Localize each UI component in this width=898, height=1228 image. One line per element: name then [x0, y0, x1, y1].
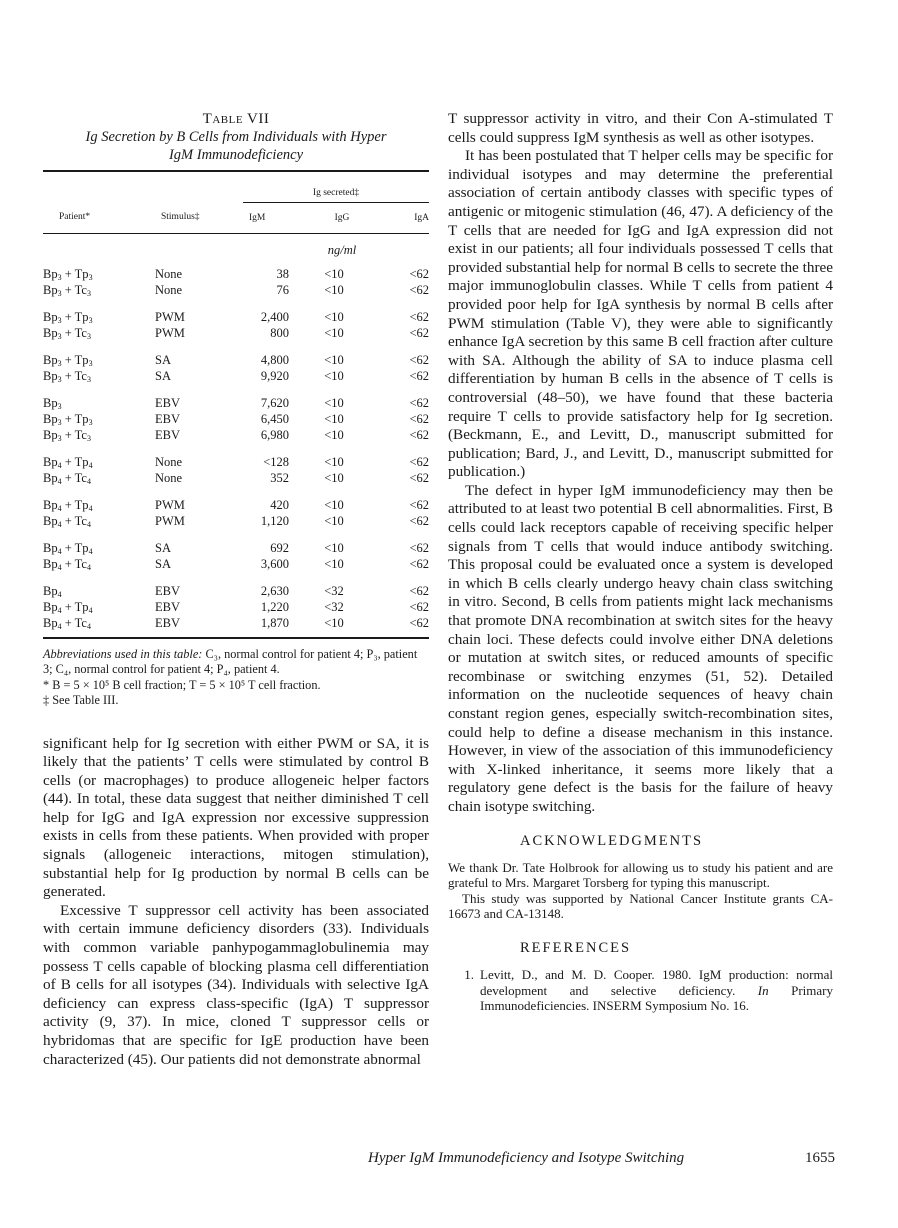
cell-igm: 800: [270, 325, 289, 340]
cell-igm: 1,120: [260, 513, 289, 528]
cell-patient: $Bp_4 + Tp_4$: [43, 454, 93, 470]
cell-igm: 38: [276, 266, 289, 281]
cell-igg: <10: [324, 540, 344, 555]
cell-iga: <62: [409, 368, 429, 383]
cell-stimulus: PWM: [155, 309, 185, 324]
dagger-note: ‡ See Table III.: [43, 693, 119, 707]
cell-stimulus: EBV: [155, 599, 180, 614]
cell-patient: $Bp_4 + Tp_4$: [43, 540, 93, 556]
cell-igg: <10: [324, 513, 344, 528]
cell-igg: <32: [324, 583, 344, 598]
cell-iga: <62: [409, 282, 429, 297]
table-bottom-rule: [43, 637, 429, 639]
left-column: [43, 110, 429, 1069]
cell-iga: <62: [409, 395, 429, 410]
cell-stimulus: SA: [155, 368, 171, 383]
table-row: [43, 583, 429, 599]
table-row: [43, 282, 429, 298]
reference-item: 1. Levitt, D., and M. D. Cooper. 1980. IgM production: normal development and selective deficiency. In Primary Immunodeficiencies. INSERM Symposium No. 16.: [464, 966, 833, 1014]
cell-patient: $Bp_3 + Tc_3$: [43, 427, 91, 443]
cell-igg: <10: [324, 368, 344, 383]
cell-igg: <10: [324, 266, 344, 281]
header-iga: IgA: [379, 202, 429, 233]
table-row: [43, 497, 429, 513]
cell-stimulus: PWM: [155, 325, 185, 340]
cell-igg: <10: [324, 454, 344, 469]
cell-igg: <10: [324, 470, 344, 485]
cell-patient: $Bp_3 + Tc_3$: [43, 368, 91, 384]
group-spacer: [43, 529, 429, 540]
cell-iga: <62: [409, 497, 429, 512]
body-paragraph: It has been postulated that T helper cells may be specific for individual isotypes and may determine the preferential association of certain antibody classes with specific types of antigenic or mitogenic stimulation (46, 47). A deficiency of the T cells that are needed for IgG and IgA expression did not exist in our patients; all four individuals possessed T cells that provided substantial help for normal B cells to secrete the three major immunoglobulin classes. While T cells from patient 4 provided poor help for IgA synthesis by normal B cells after PWM stimulation (Table V), they were able to significantly enhance IgA secretion by this same B cell fraction after culture with SA. Although the ability of SA to induce plasma cell differentiation by human B cells in the absence of T cells is controversial (48–50), we have found that these bacteria require T cells to provide satisfactory help for Ig secretion. (Beckmann, E., and Levitt, D., manuscript submitted for publication; Bard, J., and Levitt, D., manuscript submitted for publication.): [448, 147, 833, 481]
cell-stimulus: PWM: [155, 497, 185, 512]
acknowledgments-heading: ACKNOWLEDGMENTS: [520, 832, 704, 849]
cell-igm: 6,980: [260, 427, 289, 442]
funding-paragraph: This study was supported by National Cancer Institute grants CA-16673 and CA-13148.: [448, 890, 833, 922]
table-row: [43, 556, 429, 572]
table-body: [43, 233, 429, 631]
cell-igm: 2,630: [260, 583, 289, 598]
table-row: [43, 309, 429, 325]
header-igg: IgG: [289, 202, 379, 233]
cell-patient: $Bp_3 + Tp_3$: [43, 411, 93, 427]
group-spacer: [43, 298, 429, 309]
cell-stimulus: EBV: [155, 395, 180, 410]
cell-iga: <62: [409, 513, 429, 528]
cell-patient: $Bp_4 + Tp_4$: [43, 497, 93, 513]
table-row: [43, 266, 429, 282]
cell-patient: $Bp_4 + Tc_4$: [43, 556, 91, 572]
cell-stimulus: None: [155, 454, 183, 469]
cell-patient: $Bp_3 + Tp_3$: [43, 309, 93, 325]
table-row: [43, 513, 429, 529]
right-column: [448, 110, 833, 1014]
cell-igg: <10: [324, 427, 344, 442]
cell-stimulus: EBV: [155, 411, 180, 426]
cell-iga: <62: [409, 454, 429, 469]
group-spacer: [43, 486, 429, 497]
table-row: [43, 395, 429, 411]
cell-igm: 692: [270, 540, 289, 555]
cell-igm: 6,450: [260, 411, 289, 426]
table-row: [43, 352, 429, 368]
cell-stimulus: None: [155, 282, 183, 297]
cell-stimulus: SA: [155, 556, 171, 571]
cell-patient: $Bp_4 + Tc_4$: [43, 615, 91, 631]
cell-iga: <62: [409, 540, 429, 555]
cell-stimulus: SA: [155, 352, 171, 367]
cell-stimulus: EBV: [155, 427, 180, 442]
cell-igg: <10: [324, 282, 344, 297]
cell-igg: <10: [324, 615, 344, 630]
table-row: [43, 427, 429, 443]
cell-iga: <62: [409, 583, 429, 598]
table-row: [43, 325, 429, 341]
cell-stimulus: EBV: [155, 583, 180, 598]
cell-igg: <10: [324, 411, 344, 426]
cell-stimulus: EBV: [155, 615, 180, 630]
table-row: [43, 540, 429, 556]
table-row: [43, 599, 429, 615]
table-row: [43, 470, 429, 486]
cell-iga: <62: [409, 411, 429, 426]
cell-iga: <62: [409, 309, 429, 324]
cell-igg: <32: [324, 599, 344, 614]
running-title: Hyper IgM Immunodeficiency and Isotype Switching: [368, 1150, 685, 1166]
cell-igm: 1,220: [260, 599, 289, 614]
cell-patient: $Bp_3 + Tp_3$: [43, 352, 93, 368]
cell-patient: $Bp_3 + Tc_3$: [43, 282, 91, 298]
cell-igm: <128: [263, 454, 289, 469]
cell-iga: <62: [409, 266, 429, 281]
cell-igg: <10: [324, 395, 344, 410]
cell-iga: <62: [409, 325, 429, 340]
group-spacer: [43, 443, 429, 454]
unit-label: ng/ml: [327, 242, 357, 257]
cell-iga: <62: [409, 615, 429, 630]
data-table: [43, 172, 429, 631]
cell-igm: 9,920: [260, 368, 289, 383]
cell-iga: <62: [409, 470, 429, 485]
body-paragraph: significant help for Ig secretion with either PWM or SA, it is likely that the patients’ T cells were stimulated by control B cells (or macrophages) to produce allogeneic helper factors (44). In total, these data suggest that neither diminished T cell help for IgG and IgA expression nor excessive suppression exists in cells from these patients. When provided with proper signals (allogeneic interactions, mitogen stimulation), substantial help for Ig production by normal B cells can be generated.: [43, 734, 429, 901]
cell-stimulus: PWM: [155, 513, 185, 528]
abbreviations-note: Abbreviations used in this table: C₃, normal control for patient 4; P₃, patient 3; C₄, normal control for patient 4; P₄, patient 4.: [43, 646, 418, 676]
cell-igm: 4,800: [260, 352, 289, 367]
cell-igm: 7,620: [260, 395, 289, 410]
cell-igm: 420: [270, 497, 289, 512]
cell-igg: <10: [324, 309, 344, 324]
table-row: [43, 368, 429, 384]
table-footnotes: [43, 647, 429, 709]
ig-secreted-header: Ig secreted‡: [243, 172, 429, 202]
cell-patient: $Bp_4 + Tc_4$: [43, 470, 91, 486]
cell-iga: <62: [409, 352, 429, 367]
cell-patient: $Bp_4 + Tc_4$: [43, 513, 91, 529]
cell-igm: 3,600: [260, 556, 289, 571]
cell-igg: <10: [324, 556, 344, 571]
table-title: Table VII: [202, 111, 270, 127]
cell-igm: 2,400: [260, 309, 289, 324]
body-paragraph: T suppressor activity in vitro, and their Con A-stimulated T cells could suppress IgM synthesis as well as other isotypes.: [448, 110, 833, 146]
cell-igg: <10: [324, 325, 344, 340]
table-subtitle: Ig Secretion by B Cells from Individuals with Hyper IgM Immunodeficiency: [85, 129, 387, 163]
header-igm: IgM: [243, 202, 289, 233]
asterisk-note: * B = 5 × 10⁵ B cell fraction; T = 5 × 10⁵ T cell fraction.: [43, 677, 321, 692]
cell-iga: <62: [409, 599, 429, 614]
cell-stimulus: None: [155, 266, 183, 281]
header-patient: Patient*: [43, 202, 155, 233]
group-spacer: [43, 572, 429, 583]
table-row: [43, 454, 429, 470]
cell-igg: <10: [324, 497, 344, 512]
table-caption: [43, 110, 429, 164]
cell-iga: <62: [409, 427, 429, 442]
body-paragraph: Excessive T suppressor cell activity has been associated with certain immune deficiency disorders (33). Individuals with common variable panhypogammaglobulinemia may possess T cells capable of blocking plasma cell differentiation of B cells for all isotypes (34). Individuals with selective IgA deficiency can express class-specific (IgA) T suppressor activity (9, 37). In mice, cloned T suppressor cells or hybridomas that are specific for IgE production have been characterized (45). Our patients did not demonstrate abnormal: [43, 901, 429, 1068]
cell-igg: <10: [324, 352, 344, 367]
cell-stimulus: SA: [155, 540, 171, 555]
cell-igm: 352: [270, 470, 289, 485]
cell-iga: <62: [409, 556, 429, 571]
page-number: 1655: [805, 1150, 835, 1166]
group-spacer: [43, 341, 429, 352]
cell-patient: $Bp_4$: [43, 583, 62, 599]
cell-igm: 76: [276, 282, 289, 297]
body-paragraph: The defect in hyper IgM immunodeficiency may then be attributed to at least two potential B cell abnormalities. First, B cells could lack receptors capable of receiving specific helper signals from T cells that would induce antibody switching. This proposal could be evaluated once a system is developed in which B cells clearly undergo heavy chain class switching in vitro. Second, B cells from patients might lack mechanisms that promote DNA recombination at switch sites for the heavy chain loci. These defects could involve either DNA deletions or mutation at switch sites, or reduced amounts of specific recombinase or switching enzymes (51, 52). Detailed information on the nucleotide sequences of heavy chain constant region genes, especially switch-recombination sites, could help to define a disease mechanism in this instance. However, in view of the association of this immunodeficiency with X-linked inheritance, it seems more likely that a regulatory gene defect is the basis for the failure of heavy chain isotype switching.: [448, 481, 833, 815]
cell-patient: $Bp_4 + Tp_4$: [43, 599, 93, 615]
header-stimulus: Stimulus‡: [155, 202, 243, 233]
references-heading: REFERENCES: [520, 939, 632, 956]
table-row: [43, 615, 429, 631]
cell-igm: 1,870: [260, 615, 289, 630]
cell-patient: $Bp_3 + Tc_3$: [43, 325, 91, 341]
cell-patient: $Bp_3 + Tp_3$: [43, 266, 93, 282]
group-spacer: [43, 384, 429, 395]
table-row: [43, 411, 429, 427]
cell-patient: $Bp_3$: [43, 395, 62, 411]
cell-stimulus: None: [155, 470, 183, 485]
acknowledgment-paragraph: We thank Dr. Tate Holbrook for allowing us to study his patient and are grateful to Mrs. Margaret Torsberg for typing this manuscript.: [448, 859, 833, 891]
